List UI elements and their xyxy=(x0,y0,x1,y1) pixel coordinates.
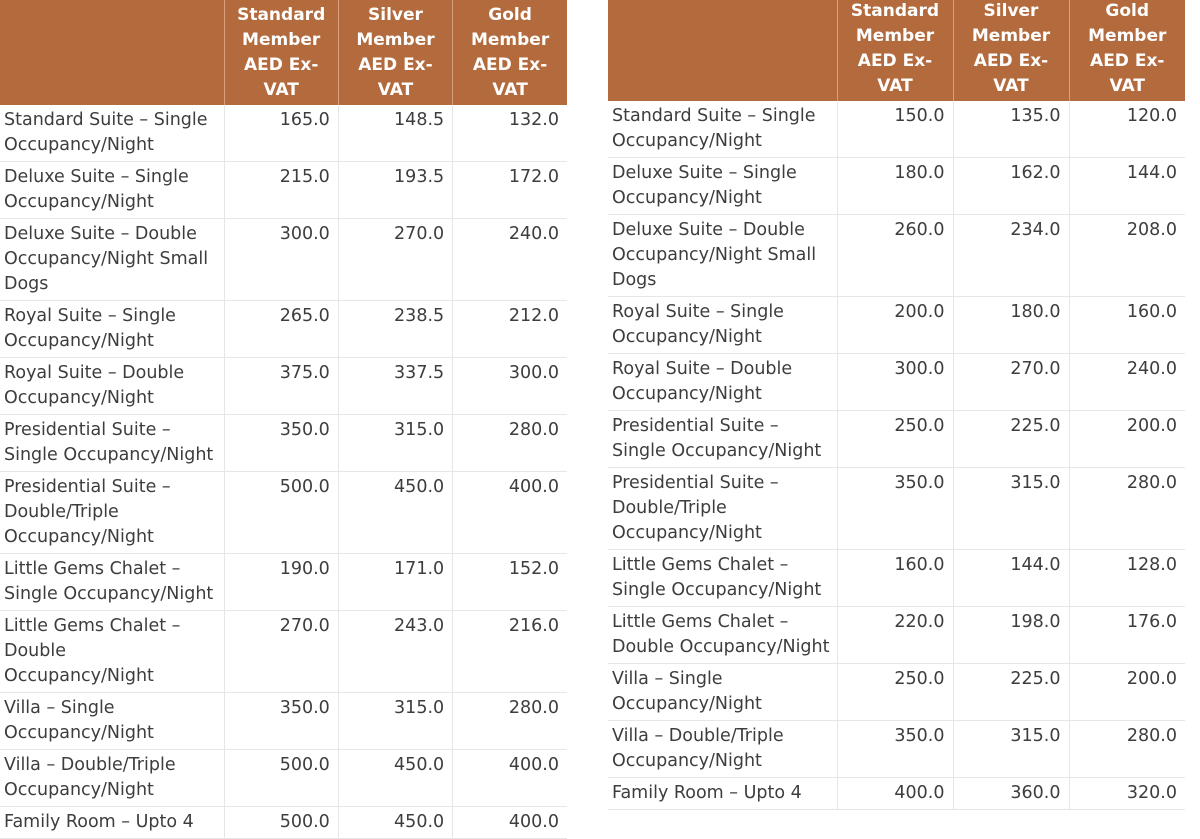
silver-price-cell: 171.0 xyxy=(338,554,452,611)
room-type-cell: Villa – Double/Triple Occupancy/Night xyxy=(0,750,224,807)
gold-price-cell: 320.0 xyxy=(1069,778,1185,810)
gold-price-cell: 208.0 xyxy=(1069,215,1185,297)
gold-price-cell: 212.0 xyxy=(453,301,567,358)
standard-price-cell: 400.0 xyxy=(837,778,953,810)
header-gold: Gold Member AED Ex-VAT xyxy=(453,0,567,105)
gold-price-cell: 280.0 xyxy=(453,415,567,472)
standard-price-cell: 260.0 xyxy=(837,215,953,297)
standard-price-cell: 220.0 xyxy=(837,607,953,664)
room-type-cell: Royal Suite – Double Occupancy/Night xyxy=(0,358,224,415)
standard-price-cell: 500.0 xyxy=(224,807,338,839)
room-type-cell: Little Gems Chalet – Single Occupancy/Night xyxy=(608,550,837,607)
rate-rows xyxy=(608,101,1185,810)
table-row xyxy=(0,693,567,750)
gold-price-cell: 144.0 xyxy=(1069,158,1185,215)
standard-price-cell: 200.0 xyxy=(837,297,953,354)
silver-price-cell: 198.0 xyxy=(953,607,1069,664)
gold-price-cell: 132.0 xyxy=(453,105,567,162)
silver-price-cell: 270.0 xyxy=(953,354,1069,411)
table-row xyxy=(0,750,567,807)
header-silver: Silver Member AED Ex-VAT xyxy=(953,0,1069,101)
header-row xyxy=(0,0,567,105)
gold-price-cell: 280.0 xyxy=(1069,721,1185,778)
price-table-right xyxy=(608,0,1185,810)
table-row xyxy=(0,358,567,415)
table-row xyxy=(0,472,567,554)
gold-price-cell: 300.0 xyxy=(453,358,567,415)
gold-price-cell: 200.0 xyxy=(1069,664,1185,721)
silver-price-cell: 315.0 xyxy=(953,721,1069,778)
room-type-cell: Villa – Single Occupancy/Night xyxy=(0,693,224,750)
silver-price-cell: 270.0 xyxy=(338,219,452,301)
gold-price-cell: 400.0 xyxy=(453,807,567,839)
room-type-cell: Deluxe Suite – Double Occupancy/Night Small Dogs xyxy=(608,215,837,297)
rate-rows xyxy=(0,105,567,839)
gold-price-cell: 152.0 xyxy=(453,554,567,611)
room-type-cell: Little Gems Chalet – Double Occupancy/Night xyxy=(0,611,224,693)
room-type-cell: Deluxe Suite – Single Occupancy/Night xyxy=(608,158,837,215)
room-type-cell: Deluxe Suite – Double Occupancy/Night Small Dogs xyxy=(0,219,224,301)
gold-price-cell: 172.0 xyxy=(453,162,567,219)
standard-price-cell: 215.0 xyxy=(224,162,338,219)
silver-price-cell: 243.0 xyxy=(338,611,452,693)
standard-price-cell: 250.0 xyxy=(837,411,953,468)
silver-price-cell: 450.0 xyxy=(338,807,452,839)
header-silver: Silver Member AED Ex-VAT xyxy=(338,0,452,105)
table-row xyxy=(608,215,1185,297)
standard-price-cell: 190.0 xyxy=(224,554,338,611)
room-type-cell: Presidential Suite – Single Occupancy/Night xyxy=(0,415,224,472)
room-type-cell: Royal Suite – Double Occupancy/Night xyxy=(608,354,837,411)
table-row xyxy=(608,721,1185,778)
room-type-cell: Little Gems Chalet – Double Occupancy/Night xyxy=(608,607,837,664)
silver-price-cell: 144.0 xyxy=(953,550,1069,607)
header-room-type xyxy=(608,0,837,101)
header-row xyxy=(608,0,1185,101)
table-row xyxy=(0,611,567,693)
silver-price-cell: 450.0 xyxy=(338,750,452,807)
gold-price-cell: 280.0 xyxy=(453,693,567,750)
header-gold: Gold Member AED Ex-VAT xyxy=(1069,0,1185,101)
gold-price-cell: 280.0 xyxy=(1069,468,1185,550)
standard-price-cell: 270.0 xyxy=(224,611,338,693)
standard-price-cell: 250.0 xyxy=(837,664,953,721)
silver-price-cell: 238.5 xyxy=(338,301,452,358)
table-row xyxy=(608,550,1185,607)
room-type-cell: Standard Suite – Single Occupancy/Night xyxy=(0,105,224,162)
silver-price-cell: 315.0 xyxy=(338,415,452,472)
silver-price-cell: 180.0 xyxy=(953,297,1069,354)
room-type-cell: Standard Suite – Single Occupancy/Night xyxy=(608,101,837,158)
silver-price-cell: 225.0 xyxy=(953,664,1069,721)
silver-price-cell: 193.5 xyxy=(338,162,452,219)
table-row xyxy=(608,101,1185,158)
room-type-cell: Royal Suite – Single Occupancy/Night xyxy=(608,297,837,354)
table-row xyxy=(608,778,1185,810)
table-row xyxy=(0,219,567,301)
rate-table xyxy=(0,0,567,839)
standard-price-cell: 165.0 xyxy=(224,105,338,162)
room-type-cell: Little Gems Chalet – Single Occupancy/Night xyxy=(0,554,224,611)
standard-price-cell: 160.0 xyxy=(837,550,953,607)
table-row xyxy=(0,415,567,472)
gold-price-cell: 120.0 xyxy=(1069,101,1185,158)
table-row xyxy=(608,468,1185,550)
room-type-cell: Presidential Suite – Double/Triple Occupancy/Night xyxy=(608,468,837,550)
table-row xyxy=(0,807,567,839)
header-standard: Standard Member AED Ex-VAT xyxy=(837,0,953,101)
gold-price-cell: 128.0 xyxy=(1069,550,1185,607)
room-type-cell: Deluxe Suite – Single Occupancy/Night xyxy=(0,162,224,219)
gold-price-cell: 240.0 xyxy=(1069,354,1185,411)
table-row xyxy=(608,411,1185,468)
room-type-cell: Presidential Suite – Double/Triple Occupancy/Night xyxy=(0,472,224,554)
gold-price-cell: 176.0 xyxy=(1069,607,1185,664)
standard-price-cell: 350.0 xyxy=(224,415,338,472)
silver-price-cell: 148.5 xyxy=(338,105,452,162)
room-type-cell: Presidential Suite – Single Occupancy/Night xyxy=(608,411,837,468)
standard-price-cell: 180.0 xyxy=(837,158,953,215)
header-room-type xyxy=(0,0,224,105)
silver-price-cell: 315.0 xyxy=(953,468,1069,550)
room-type-cell: Villa – Single Occupancy/Night xyxy=(608,664,837,721)
table-row xyxy=(608,354,1185,411)
gold-price-cell: 160.0 xyxy=(1069,297,1185,354)
standard-price-cell: 265.0 xyxy=(224,301,338,358)
silver-price-cell: 135.0 xyxy=(953,101,1069,158)
table-row xyxy=(0,162,567,219)
room-type-cell: Family Room – Upto 4 xyxy=(0,807,224,839)
standard-price-cell: 150.0 xyxy=(837,101,953,158)
table-row xyxy=(0,554,567,611)
standard-price-cell: 350.0 xyxy=(837,468,953,550)
gold-price-cell: 400.0 xyxy=(453,750,567,807)
silver-price-cell: 234.0 xyxy=(953,215,1069,297)
standard-price-cell: 375.0 xyxy=(224,358,338,415)
table-row xyxy=(0,105,567,162)
standard-price-cell: 350.0 xyxy=(837,721,953,778)
rate-table xyxy=(608,0,1185,810)
header-standard: Standard Member AED Ex-VAT xyxy=(224,0,338,105)
table-row xyxy=(608,664,1185,721)
table-row xyxy=(608,158,1185,215)
silver-price-cell: 162.0 xyxy=(953,158,1069,215)
gold-price-cell: 200.0 xyxy=(1069,411,1185,468)
gold-price-cell: 400.0 xyxy=(453,472,567,554)
room-type-cell: Family Room – Upto 4 xyxy=(608,778,837,810)
room-type-cell: Royal Suite – Single Occupancy/Night xyxy=(0,301,224,358)
room-type-cell: Villa – Double/Triple Occupancy/Night xyxy=(608,721,837,778)
table-row xyxy=(608,607,1185,664)
silver-price-cell: 315.0 xyxy=(338,693,452,750)
silver-price-cell: 360.0 xyxy=(953,778,1069,810)
standard-price-cell: 300.0 xyxy=(837,354,953,411)
standard-price-cell: 500.0 xyxy=(224,472,338,554)
price-table-left xyxy=(0,0,567,839)
table-row xyxy=(608,297,1185,354)
table-row xyxy=(0,301,567,358)
standard-price-cell: 300.0 xyxy=(224,219,338,301)
silver-price-cell: 225.0 xyxy=(953,411,1069,468)
standard-price-cell: 350.0 xyxy=(224,693,338,750)
standard-price-cell: 500.0 xyxy=(224,750,338,807)
gold-price-cell: 240.0 xyxy=(453,219,567,301)
gold-price-cell: 216.0 xyxy=(453,611,567,693)
silver-price-cell: 450.0 xyxy=(338,472,452,554)
silver-price-cell: 337.5 xyxy=(338,358,452,415)
